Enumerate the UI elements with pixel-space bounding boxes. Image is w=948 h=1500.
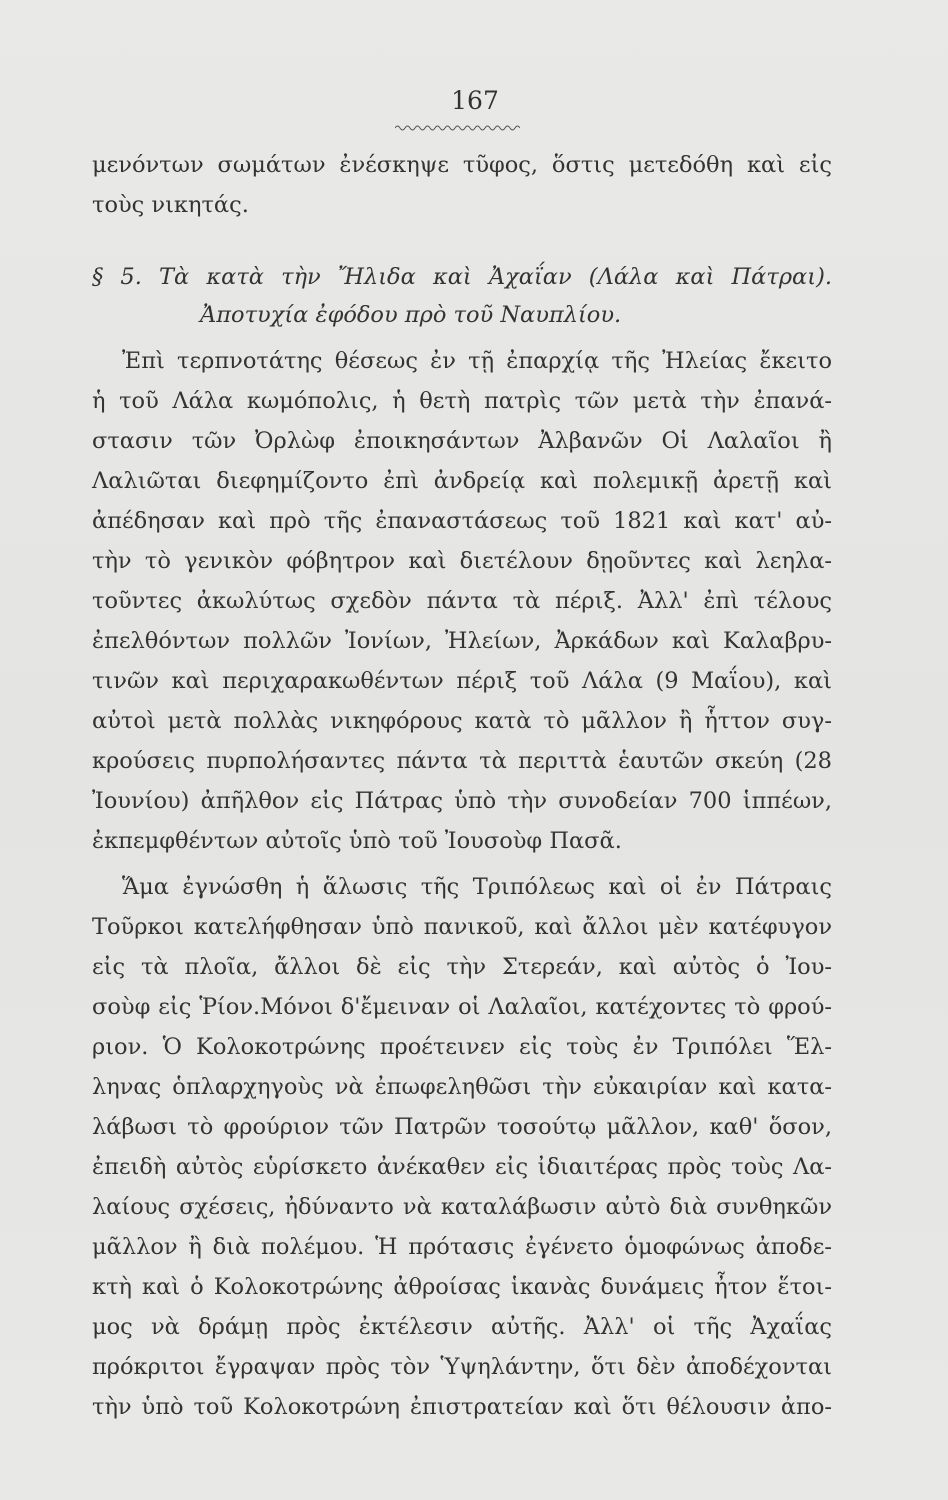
text-line: ἐπειδὴ αὐτὸς εὑρίσκετο ἀνέκαθεν εἰς ἰδιαιτέρας πρὸς τοὺς Λα- — [92, 1154, 832, 1180]
text-line: λαίους σχέσεις, ἠδύναντο νὰ καταλάβωσιν αὐτὸ διὰ συνθηκῶν — [92, 1194, 832, 1220]
text-line: § 5. Τὰ κατὰ τὴν Ἤλιδα καὶ Ἀχαΐαν (Λάλα καὶ Πάτραι). — [92, 264, 832, 290]
text-line: κτὴ καὶ ὁ Κολοκοτρώνης ἀθροίσας ἱκανὰς δυνάμεις ἦτον ἕτοι- — [92, 1274, 832, 1300]
wavy-rule-ornament — [395, 124, 520, 132]
text-line: ἐκπεμφθέντων αὐτοῖς ὑπὸ τοῦ Ἰουσοὺφ Πασᾶ. — [92, 828, 622, 854]
text-line: λάβωσι τὸ φρούριον τῶν Πατρῶν τοσούτῳ μᾶλλον, καθ' ὅσον, — [92, 1114, 832, 1140]
text-line: Λαλιῶται διεφημίζοντο ἐπὶ ἀνδρείᾳ καὶ πολεμικῇ ἀρετῇ καὶ — [92, 468, 832, 494]
text-line: αὐτοὶ μετὰ πολλὰς νικηφόρους κατὰ τὸ μᾶλλον ἢ ἧττον συγ- — [92, 708, 832, 734]
text-line: Ἅμα ἐγνώσθη ἡ ἅλωσις τῆς Τριπόλεως καὶ οἱ ἐν Πάτραις — [122, 874, 832, 900]
text-line: μενόντων σωμάτων ἐνέσκηψε τῦφος, ὅστις μετεδόθη καὶ εἰς — [92, 152, 832, 178]
text-line: τοῦντες ἀκωλύτως σχεδὸν πάντα τὰ πέριξ. Ἀλλ' ἐπὶ τέλους — [92, 588, 832, 614]
text-line: μος νὰ δράμῃ πρὸς ἐκτέλεσιν αὐτῆς. Ἀλλ' οἱ τῆς Ἀχαΐας — [92, 1314, 832, 1340]
text-line: Ἀποτυχία ἐφόδου πρὸ τοῦ Ναυπλίου. — [200, 302, 622, 328]
text-line: στασιν τῶν Ὀρλὼφ ἐποικησάντων Ἀλβανῶν Οἱ Λαλαῖοι ἢ — [92, 428, 832, 454]
text-line: εἰς τὰ πλοῖα, ἄλλοι δὲ εἰς τὴν Στερεάν, καὶ αὐτὸς ὁ Ἰου- — [92, 954, 832, 980]
text-line: τὴν τὸ γενικὸν φόβητρον καὶ διετέλουν δῃοῦντες καὶ λεηλα- — [92, 548, 832, 574]
text-line: σοὺφ εἰς Ῥίον.Μόνοι δ'ἔμειναν οἱ Λαλαῖοι, κατέχοντες τὸ φρού- — [92, 994, 832, 1020]
text-line: Τοῦρκοι κατελήφθησαν ὑπὸ πανικοῦ, καὶ ἄλλοι μὲν κατέφυγον — [92, 914, 832, 940]
text-line: Ἐπὶ τερπνοτάτης θέσεως ἐν τῇ ἐπαρχίᾳ τῆς Ἠλείας ἔκειτο — [122, 348, 832, 374]
text-line: τινῶν καὶ περιχαρακωθέντων πέριξ τοῦ Λάλα (9 Μαΐου), καὶ — [92, 668, 832, 694]
text-line: τὴν ὑπὸ τοῦ Κολοκοτρώνη ἐπιστρατείαν καὶ ὅτι θέλουσιν ἀπο- — [92, 1394, 832, 1420]
text-line: τοὺς νικητάς. — [92, 192, 249, 218]
text-line: ριον. Ὁ Κολοκοτρώνης προέτεινεν εἰς τοὺς ἐν Τριπόλει Ἕλ- — [92, 1034, 832, 1060]
text-line: ἡ τοῦ Λάλα κωμόπολις, ἡ θετὴ πατρὶς τῶν μετὰ τὴν ἐπανά- — [92, 388, 832, 414]
text-line: Ἰουνίου) ἀπῆλθον εἰς Πάτρας ὑπὸ τὴν συνοδείαν 700 ἱππέων, — [92, 788, 832, 814]
page-number: 167 — [451, 86, 499, 115]
text-line: πρόκριτοι ἔγραψαν πρὸς τὸν Ὑψηλάντην, ὅτι δὲν ἀποδέχονται — [92, 1354, 832, 1380]
text-line: ἐπελθόντων πολλῶν Ἰονίων, Ἠλείων, Ἀρκάδων καὶ Καλαβρυ- — [92, 628, 832, 654]
text-line: μᾶλλον ἢ διὰ πολέμου. Ἡ πρότασις ἐγένετο ὁμοφώνως ἀποδε- — [92, 1234, 832, 1260]
text-line: κρούσεις πυρπολήσαντες πάντα τὰ περιττὰ ἑαυτῶν σκεύη (28 — [92, 748, 832, 774]
text-line: ἀπέδησαν καὶ πρὸ τῆς ἐπαναστάσεως τοῦ 1821 καὶ κατ' αὐ- — [92, 508, 832, 534]
text-line: ληνας ὁπλαρχηγοὺς νὰ ἐπωφεληθῶσι τὴν εὐκαιρίαν καὶ κατα- — [92, 1074, 832, 1100]
